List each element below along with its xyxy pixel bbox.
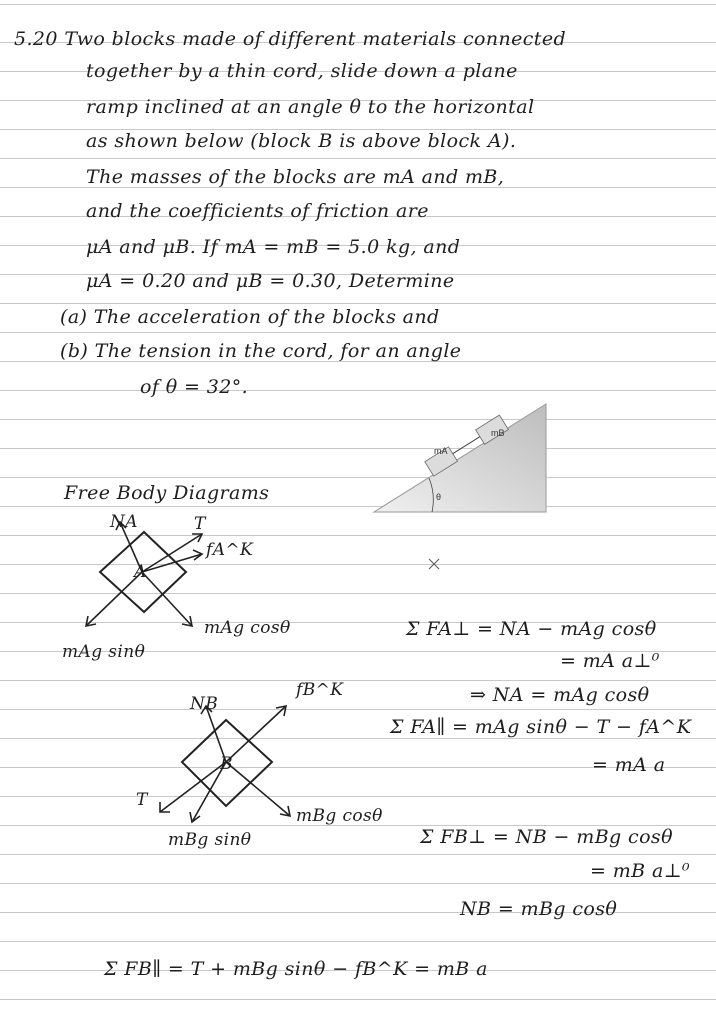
fbd-b-normal-label: NB	[190, 694, 219, 714]
eq-b-perp-1: Σ FB⊥ = NB − mBg cosθ	[420, 826, 673, 848]
fbd-a-block-label: A	[134, 562, 147, 582]
eq-a-perp-1: Σ FA⊥ = NA − mAg cosθ	[406, 618, 657, 640]
fbd-b-tension-label: T	[136, 790, 148, 810]
problem-line-8: μA = 0.20 and μB = 0.30, Determine	[86, 270, 455, 292]
problem-line-3: ramp inclined at an angle θ to the horizontal	[86, 96, 535, 118]
eq-a-par-1: Σ FA∥ = mAg sinθ − T − fA^K	[390, 716, 692, 738]
eq-a-perp-3: ⇒ NA = mAg cosθ	[470, 684, 650, 706]
figure-label-ma: mA	[434, 446, 448, 456]
eq-a-perp-2: = mA a⊥⁰	[560, 650, 660, 672]
eq-b-par: Σ FB∥ = T + mBg sinθ − fB^K = mB a	[104, 958, 488, 980]
problem-line-5: The masses of the blocks are mA and mB,	[86, 166, 505, 188]
ramp-triangle	[374, 404, 546, 512]
fbd-a-perp-label: mAg cosθ	[204, 618, 291, 638]
eq-a-par-2: = mA a	[592, 754, 666, 776]
problem-line-9: (a) The acceleration of the blocks and	[60, 306, 440, 328]
eq-b-perp-3: NB = mBg cosθ	[460, 898, 618, 920]
problem-line-6: and the coefficients of friction are	[86, 200, 429, 222]
fbd-title: Free Body Diagrams	[64, 482, 270, 504]
fbd-b-block-label: B	[220, 754, 233, 774]
fbd-block-b-diagram	[126, 696, 306, 836]
fbd-b-friction-label: fB^K	[296, 680, 344, 700]
problem-line-2: together by a thin cord, slide down a plane	[86, 60, 518, 82]
problem-line-1: 5.20 Two blocks made of different materials connected	[14, 28, 567, 50]
figure-angle-label: θ	[436, 492, 442, 502]
fbd-a-tension-label: T	[194, 514, 206, 534]
fbd-a-friction-label: fA^K	[206, 540, 254, 560]
problem-line-11: of θ = 32°.	[140, 376, 249, 398]
problem-line-7: μA and μB. If mA = mB = 5.0 kg, and	[86, 236, 461, 258]
figure-label-mb: mB	[491, 428, 505, 438]
fbd-b-parallel-label: mBg sinθ	[168, 830, 252, 850]
problem-line-4: as shown below (block B is above block A).	[86, 130, 517, 152]
eq-b-perp-2: = mB a⊥⁰	[590, 860, 690, 882]
stray-mark-icon	[426, 556, 442, 572]
ramp-figure	[370, 400, 560, 520]
fbd-b-perp-label: mBg cosθ	[296, 806, 383, 826]
fbd-a-parallel-label: mAg sinθ	[62, 642, 146, 662]
fbd-a-normal-label: NA	[110, 512, 138, 532]
problem-line-10: (b) The tension in the cord, for an angle	[60, 340, 462, 362]
